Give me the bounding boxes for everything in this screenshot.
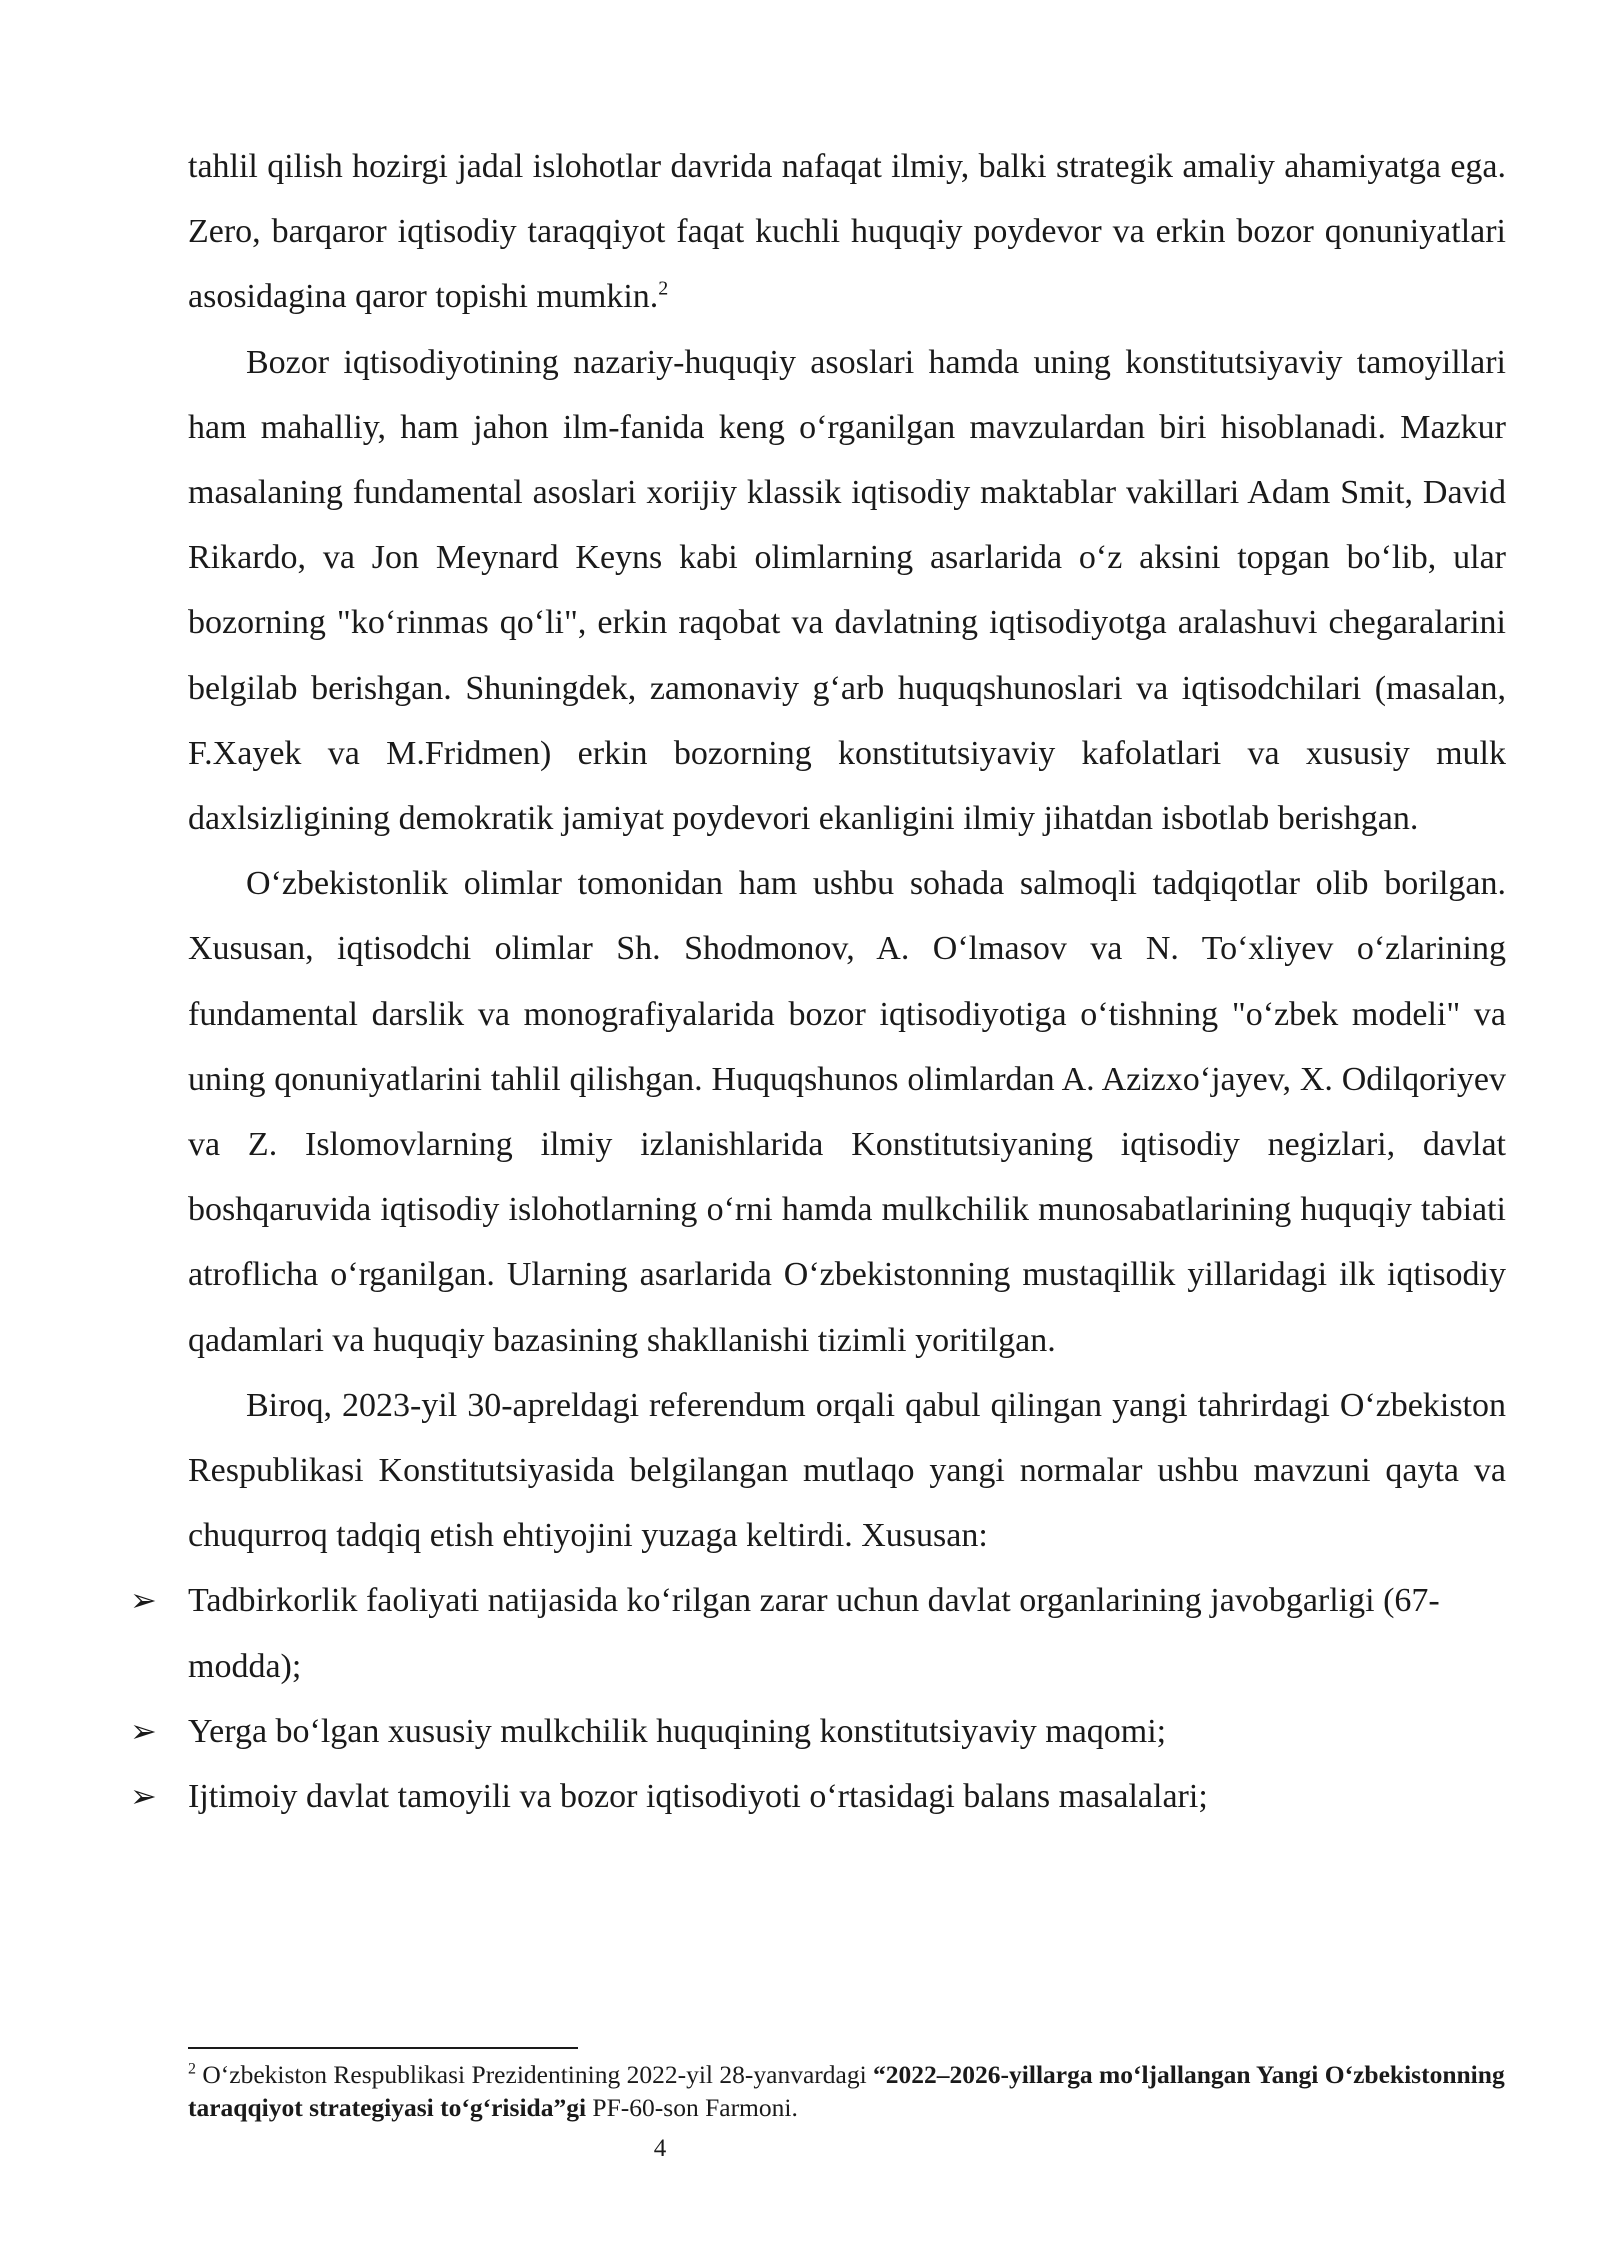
footnote-text-before: Oʻzbekiston Respublikasi Prezidentining 2022-yil 28-yanvardagi <box>196 2060 874 2089</box>
bullet-item <box>130 1568 1506 1698</box>
arrow-bullet-icon: ➢ <box>130 1712 157 1749</box>
footnote-separator <box>188 2047 578 2049</box>
bullet-item <box>130 1764 1506 1829</box>
footnote <box>188 2058 1506 2124</box>
footnote-text-after: PF-60-son Farmoni. <box>586 2093 798 2122</box>
bullet-text: Ijtimoiy davlat tamoyili va bozor iqtisodiyoti oʻrtasidagi balans masalalari; <box>188 1778 1208 1816</box>
page-number: 4 <box>653 2135 667 2162</box>
footnote-reference[interactable]: 2 <box>658 278 669 301</box>
arrow-bullet-icon: ➢ <box>130 1778 157 1815</box>
bullet-item <box>130 1699 1506 1764</box>
paragraph-text: tahlil qilish hozirgi jadal islohotlar davrida nafaqat ilmiy, balki strategik amaliy ahamiyatga ega. Zero, barqaror iqtisodiy taraqqiyot faqat kuchli huquqiy poydevor va erkin bozor qonuniyatlari asosidagina qaror topishi mumkin. <box>188 148 1506 316</box>
footnote-decree-title: “2022–2026-yillarga moʻljallangan Yangi Oʻzbekistonning taraqqiyot strategiyasi toʻgʻrisida”gi <box>188 2060 1505 2122</box>
bullet-text: Yerga boʻlgan xususiy mulkchilik huquqining konstitutsiyaviy maqomi; <box>188 1712 1167 1750</box>
body-text <box>130 134 1506 1829</box>
paragraph-theory: Bozor iqtisodiyotining nazariy-huquqiy asoslari hamda uning konstitutsiyaviy tamoyillari ham mahalliy, ham jahon ilm-fanida keng oʻrganilgan mavzulardan biri hisoblanadi. Mazkur masalaning fundamental asoslari xorijiy klassik iqtisodiy maktablar vakillari Adam Smit, David Rikardo, va Jon Meynard Keyns kabi olimlarning asarlarida oʻz aksini topgan boʻlib, ular bozorning "koʻrinmas qoʻli", erkin raqobat va davlatning iqtisodiyotga aralashuvi chegaralarini belgilab berishgan. Shuningdek, zamonaviy gʻarb huquqshunoslari va iqtisodchilari (masalan, F.Xayek va M.Fridmen) erkin bozorning konstitutsiyaviy kafolatlari va xususiy mulk daxlsizligining demokratik jamiyat poydevori ekanligini ilmiy jihatdan isbotlab berishgan. <box>188 343 1506 838</box>
arrow-bullet-icon: ➢ <box>130 1582 157 1619</box>
paragraph-new-constitution: Biroq, 2023-yil 30-apreldagi referendum orqali qabul qilingan yangi tahrirdagi Oʻzbekiston Respublikasi Konstitutsiyasida belgilangan mutlaqo yangi normalar ushbu mavzuni qayta va chuqurroq tadqiq etish ehtiyojini yuzaga keltirdi. Xususan: <box>188 1386 1506 1555</box>
paragraph-uzbek-scholars: Oʻzbekistonlik olimlar tomonidan ham ushbu sohada salmoqli tadqiqotlar olib borilgan. Xususan, iqtisodchi olimlar Sh. Shodmonov, A. Oʻlmasov va N. Toʻxliyev oʻzlarining fundamental darslik va monografiyalarida bozor iqtisodiyotiga oʻtishning "oʻzbek modeli" va uning qonuniyatlarini tahlil qilishgan. Huquqshunos olimlardan A. Azizxoʻjayev, X. Odilqoriyev va Z. Islomovlarning ilmiy izlanishlarida Konstitutsiyaning iqtisodiy negizlari, davlat boshqaruvida iqtisodiy islohotlarning oʻrni hamda mulkchilik munosabatlarining huquqiy tabiati atroflicha oʻrganilgan. Ularning asarlarida Oʻzbekistonning mustaqillik yillaridagi ilk iqtisodiy qadamlari va huquqiy bazasining shakllanishi tizimli yoritilgan. <box>188 865 1506 1359</box>
bullet-list <box>130 1568 1506 1829</box>
paragraph-continuation <box>188 134 1506 330</box>
footnote-number: 2 <box>188 2060 196 2078</box>
bullet-text: Tadbirkorlik faoliyati natijasida koʻrilgan zarar uchun davlat organlarining javobgarligi (67-modda); <box>188 1582 1440 1685</box>
